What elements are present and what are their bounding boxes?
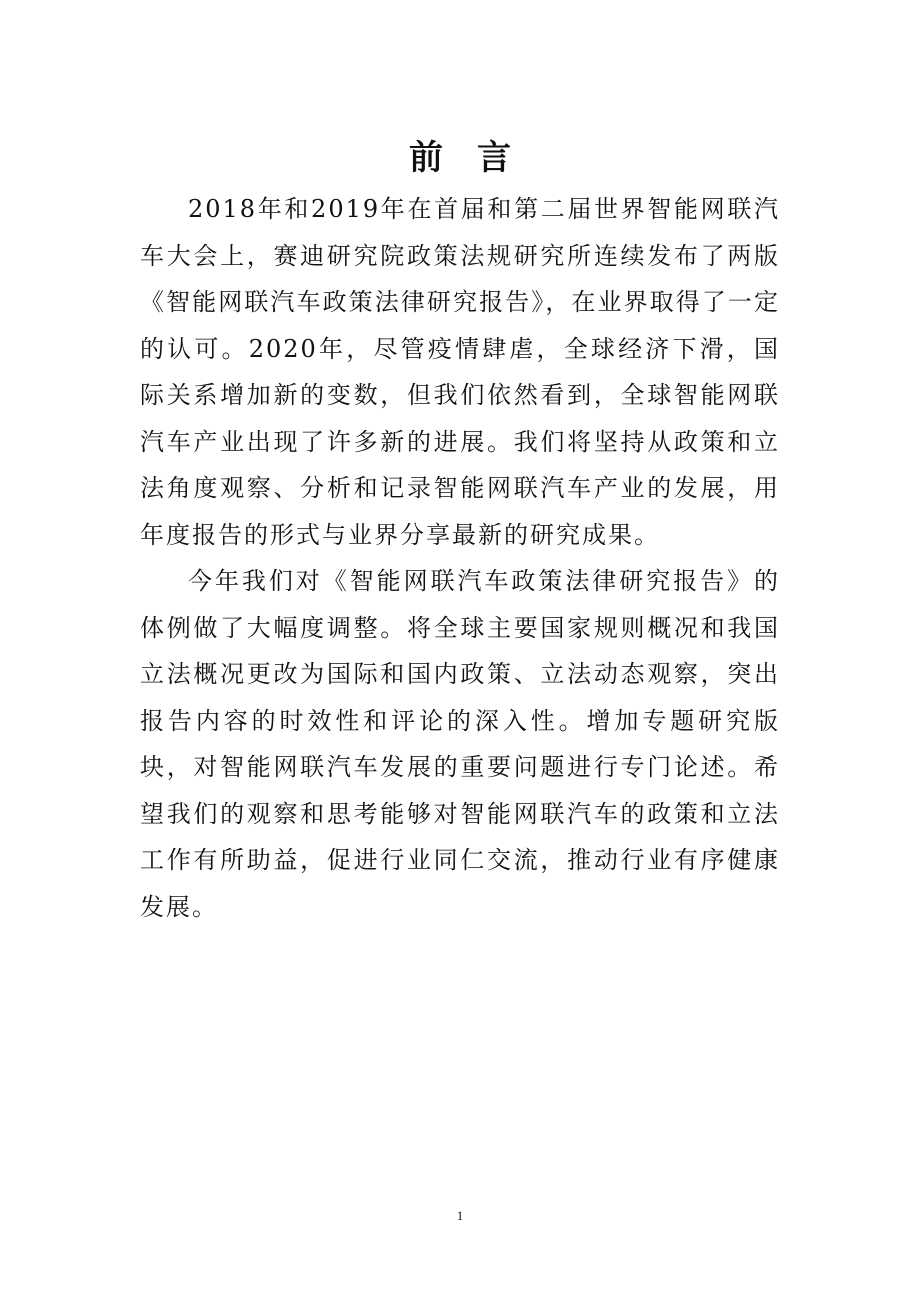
page-title: 前言 [409, 137, 545, 178]
paragraph-1: 2018年和2019年在首届和第二届世界智能网联汽车大会上，赛迪研究院政策法规研究所连续发布了两版《智能网联汽车政策法律研究报告》，在业界取得了一定的认可。2020年，尽管疫情肆虐，全球经济下滑，国际关系增加新的变数，但我们依然看到，全球智能网联汽车产业出现了许多新的进展。我们将坚持从政策和立法角度观察、分析和记录智能网联汽车产业的发展，用年度报告的形式与业界分享最新的研究成果。 [140, 195, 780, 549]
document-body [140, 186, 780, 930]
paragraph-2: 今年我们对《智能网联汽车政策法律研究报告》的体例做了大幅度调整。将全球主要国家规则概况和我国立法概况更改为国际和国内政策、立法动态观察，突出报告内容的时效性和评论的深入性。增加专题研究版块，对智能网联汽车发展的重要问题进行专门论述。希望我们的观察和思考能够对智能网联汽车的政策和立法工作有所助益，促进行业同仁交流，推动行业有序健康发展。 [140, 567, 780, 921]
page-number: 1 [456, 1208, 464, 1223]
